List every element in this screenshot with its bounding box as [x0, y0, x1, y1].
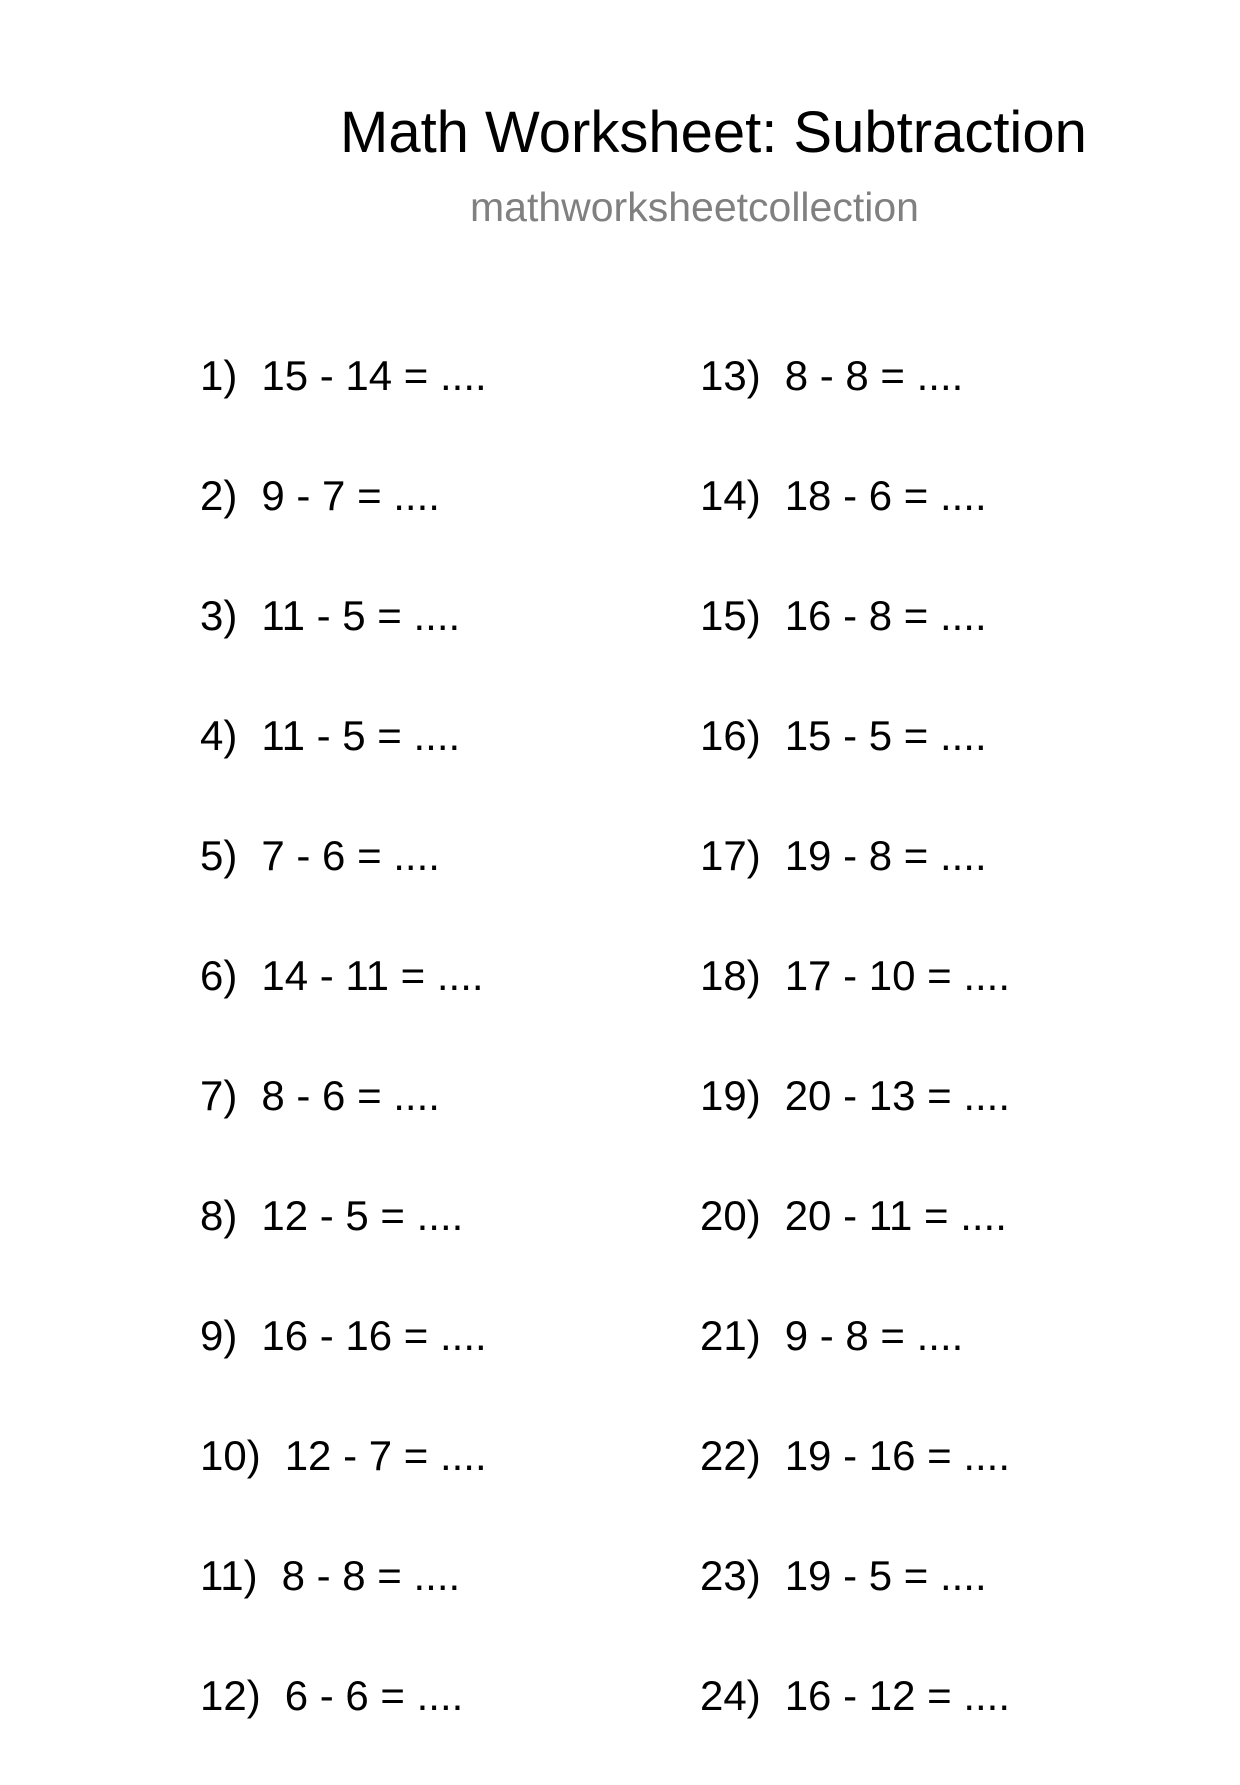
- problem-item: [700, 705, 1200, 825]
- problem-number: 8): [200, 1192, 238, 1239]
- problem-item: [700, 1305, 1200, 1425]
- problem-item: [700, 465, 1200, 585]
- problem-item: [700, 585, 1200, 705]
- problem-expression: 6 - 6 = ....: [284, 1672, 464, 1719]
- problem-item: [200, 1665, 700, 1785]
- problem-expression: 8 - 8 = ....: [281, 1552, 461, 1599]
- problem-column-right: [700, 345, 1200, 1785]
- problem-expression: 19 - 5 = ....: [784, 1552, 987, 1599]
- problem-number: 21): [700, 1312, 761, 1359]
- problem-expression: 14 - 11 = ....: [261, 952, 484, 999]
- problem-expression: 15 - 5 = ....: [784, 712, 987, 759]
- problem-expression: 8 - 8 = ....: [784, 352, 964, 399]
- problem-expression: 8 - 6 = ....: [261, 1072, 440, 1119]
- problem-number: 5): [200, 832, 238, 879]
- problem-number: 14): [700, 472, 761, 519]
- problem-item: [700, 825, 1200, 945]
- problem-expression: 12 - 5 = ....: [261, 1192, 464, 1239]
- problem-item: [200, 1305, 700, 1425]
- problem-number: 9): [200, 1312, 238, 1359]
- problem-item: [200, 705, 700, 825]
- problem-item: [700, 1545, 1200, 1665]
- problem-number: 24): [700, 1672, 761, 1719]
- problem-number: 4): [200, 712, 238, 759]
- problem-number: 19): [700, 1072, 761, 1119]
- page-subtitle: mathworksheetcollection: [470, 184, 919, 230]
- problem-number: 16): [700, 712, 761, 759]
- problem-item: [200, 1425, 700, 1545]
- problem-expression: 16 - 16 = ....: [261, 1312, 487, 1359]
- problem-expression: 17 - 10 = ....: [784, 952, 1011, 999]
- problem-expression: 18 - 6 = ....: [784, 472, 987, 519]
- problem-number: 12): [200, 1672, 261, 1719]
- problem-item: [200, 825, 700, 945]
- problem-expression: 9 - 7 = ....: [261, 472, 440, 519]
- problem-number: 1): [200, 352, 238, 399]
- problem-number: 10): [200, 1432, 261, 1479]
- problem-item: [700, 1065, 1200, 1185]
- problem-item: [700, 1425, 1200, 1545]
- problem-expression: 12 - 7 = ....: [284, 1432, 487, 1479]
- problem-item: [700, 345, 1200, 465]
- problem-number: 2): [200, 472, 238, 519]
- problem-expression: 7 - 6 = ....: [261, 832, 440, 879]
- problem-item: [200, 1065, 700, 1185]
- problem-number: 22): [700, 1432, 761, 1479]
- problem-item: [200, 345, 700, 465]
- problem-expression: 19 - 8 = ....: [784, 832, 987, 879]
- problem-item: [200, 465, 700, 585]
- problem-expression: 15 - 14 = ....: [261, 352, 487, 399]
- problem-expression: 16 - 12 = ....: [784, 1672, 1011, 1719]
- problem-item: [700, 1665, 1200, 1785]
- problem-item: [700, 1185, 1200, 1305]
- problem-column-left: [200, 345, 700, 1785]
- problem-number: 23): [700, 1552, 761, 1599]
- problem-number: 15): [700, 592, 761, 639]
- problem-number: 17): [700, 832, 761, 879]
- problem-item: [200, 1185, 700, 1305]
- problem-expression: 19 - 16 = ....: [784, 1432, 1011, 1479]
- problem-item: [200, 585, 700, 705]
- problem-expression: 16 - 8 = ....: [784, 592, 987, 639]
- problem-number: 7): [200, 1072, 238, 1119]
- problem-expression: 20 - 11 = ....: [784, 1192, 1007, 1239]
- problem-number: 13): [700, 352, 761, 399]
- problem-item: [200, 945, 700, 1065]
- problem-item: [200, 1545, 700, 1665]
- problem-expression: 20 - 13 = ....: [784, 1072, 1011, 1119]
- problem-item: [700, 945, 1200, 1065]
- problem-number: 6): [200, 952, 238, 999]
- problem-number: 20): [700, 1192, 761, 1239]
- problem-number: 3): [200, 592, 238, 639]
- problem-expression: 11 - 5 = ....: [261, 592, 461, 639]
- problem-expression: 11 - 5 = ....: [261, 712, 461, 759]
- problem-number: 18): [700, 952, 761, 999]
- page-title: Math Worksheet: Subtraction: [340, 100, 1087, 165]
- problem-number: 11): [200, 1552, 258, 1599]
- problem-expression: 9 - 8 = ....: [784, 1312, 964, 1359]
